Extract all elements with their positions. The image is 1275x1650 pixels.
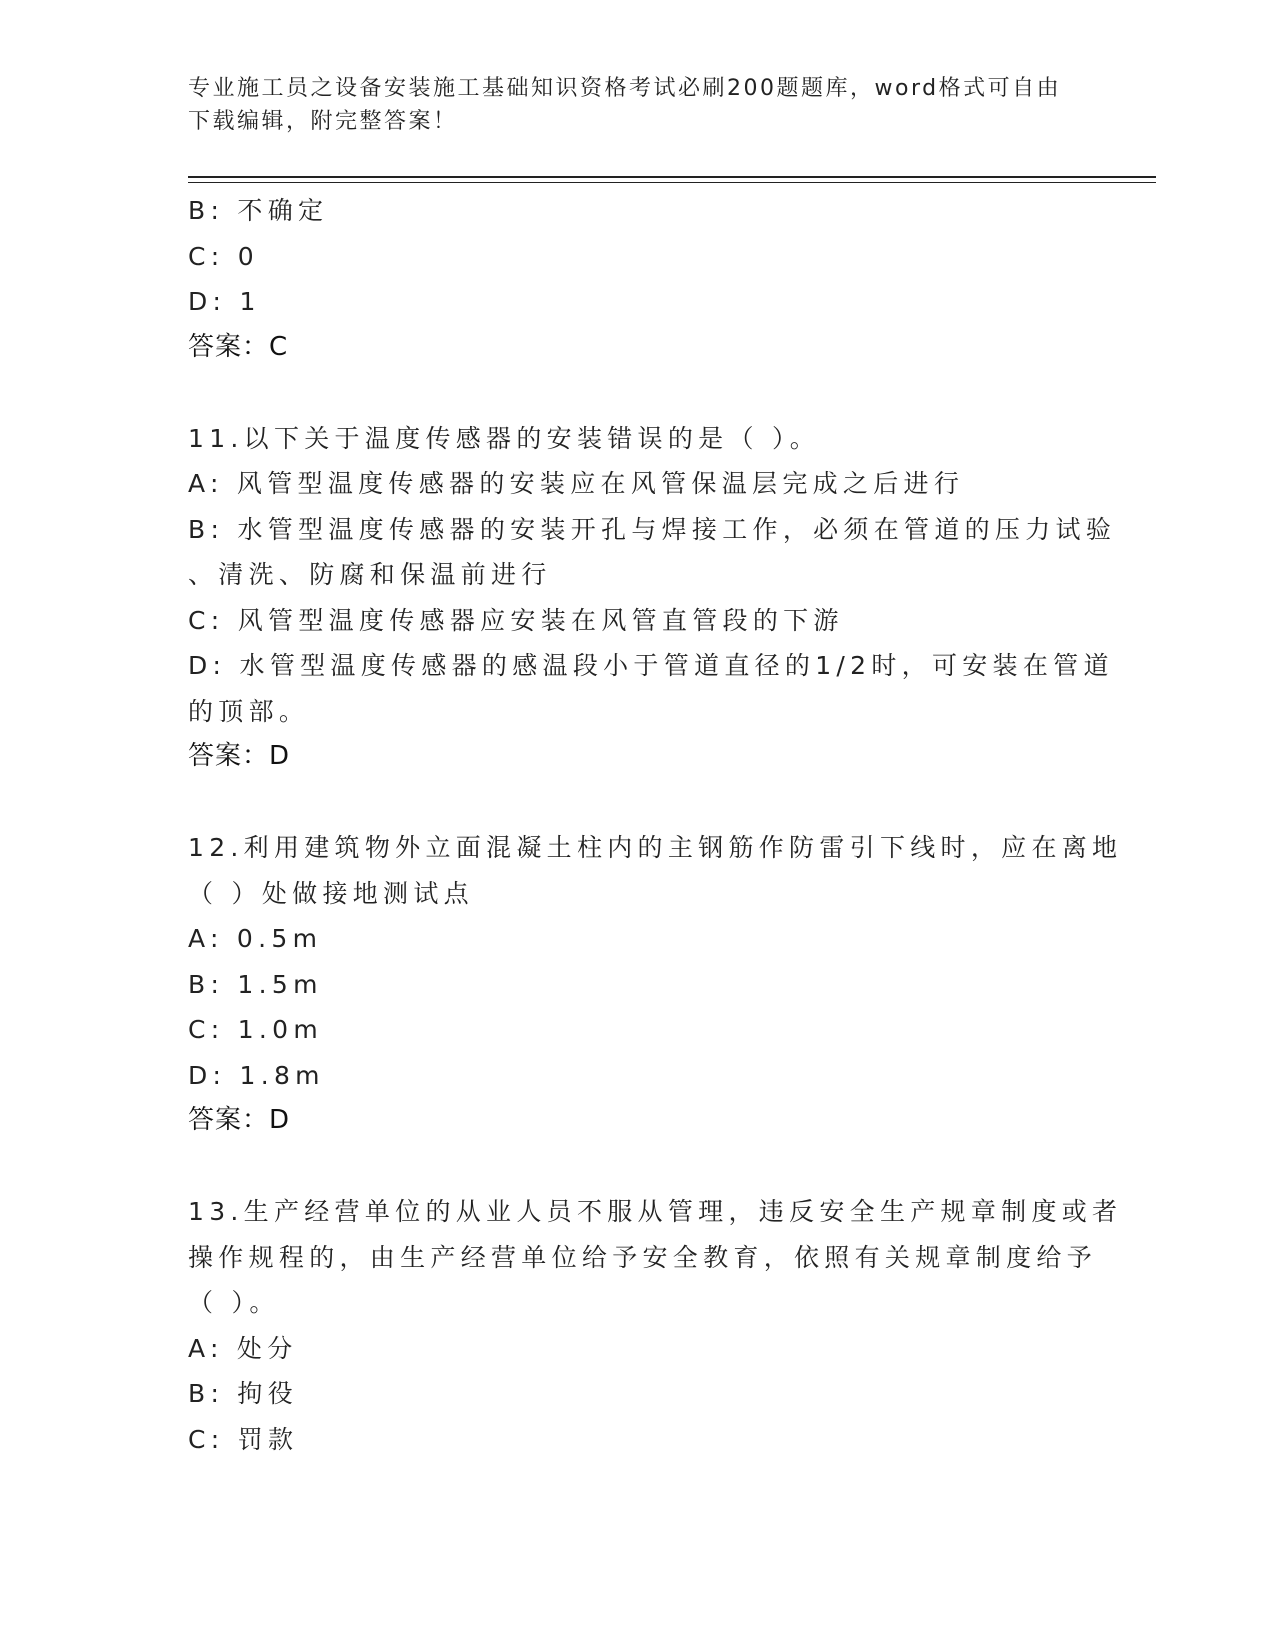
header-title-line-2: 下载编辑，附完整答案！ (188, 109, 458, 134)
option-c: C: 0 (188, 241, 259, 271)
document-header (188, 72, 1088, 138)
question-stem-line-2: （ ）处做接地测试点 (188, 878, 474, 908)
option-a: A: 风管型温度传感器的安装应在风管保温层完成之后进行 (188, 469, 965, 498)
option-b-continued: 、清洗、防腐和保温前进行 (188, 560, 552, 589)
question-stem-line-1: 12.利用建筑物外立面混凝土柱内的主钢筋作防雷引下线时，应在离地 (188, 833, 1123, 862)
answer-label: 答案：C (188, 331, 289, 362)
answer-label: 答案：D (188, 741, 291, 771)
header-divider-thick (188, 176, 1156, 178)
question-stem: 11.以下关于温度传感器的安装错误的是（ ）。 (188, 423, 821, 453)
spacer (188, 1144, 1088, 1190)
question-stem-line-1: 13.生产经营单位的从业人员不服从管理，违反安全生产规章制度或者 (188, 1197, 1123, 1226)
question-stem-line-3: （ ）。 (188, 1288, 280, 1317)
question-stem-line-2: 操作规程的，由生产经营单位给予安全教育，依照有关规章制度给予 (188, 1242, 1098, 1272)
answer-label: 答案：D (188, 1105, 291, 1135)
option-b: B: 不确定 (188, 196, 329, 225)
option-b: B: 水管型温度传感器的安装开孔与焊接工作，必须在管道的压力试验 (188, 514, 1117, 544)
option-c: C: 风管型温度传感器应安装在风管直管段的下游 (188, 605, 844, 635)
option-c: C: 罚款 (188, 1424, 299, 1454)
question-10 (188, 188, 1088, 370)
option-d-continued: 的顶部。 (188, 696, 310, 726)
option-d: D: 1.8m (188, 1060, 325, 1090)
header-title-line-1: 专业施工员之设备安装施工基础知识资格考试必刷200题题库，word格式可自由 (188, 76, 1062, 101)
option-d: D: 1 (188, 287, 261, 316)
option-c: C: 1.0m (188, 1015, 324, 1044)
question-11 (188, 416, 1117, 780)
question-list (188, 188, 1123, 1462)
question-13 (188, 1189, 1123, 1462)
option-d: D: 水管型温度传感器的感温段小于管道直径的1/2时，可安装在管道 (188, 651, 1114, 680)
option-a: A: 0.5m (188, 924, 323, 953)
option-b: B: 1.5m (188, 969, 323, 999)
spacer (188, 780, 1088, 826)
option-a: A: 处分 (188, 1333, 298, 1363)
question-12 (188, 825, 1123, 1144)
spacer (188, 370, 1088, 416)
header-divider-thin (188, 182, 1156, 183)
option-b: B: 拘役 (188, 1379, 299, 1408)
